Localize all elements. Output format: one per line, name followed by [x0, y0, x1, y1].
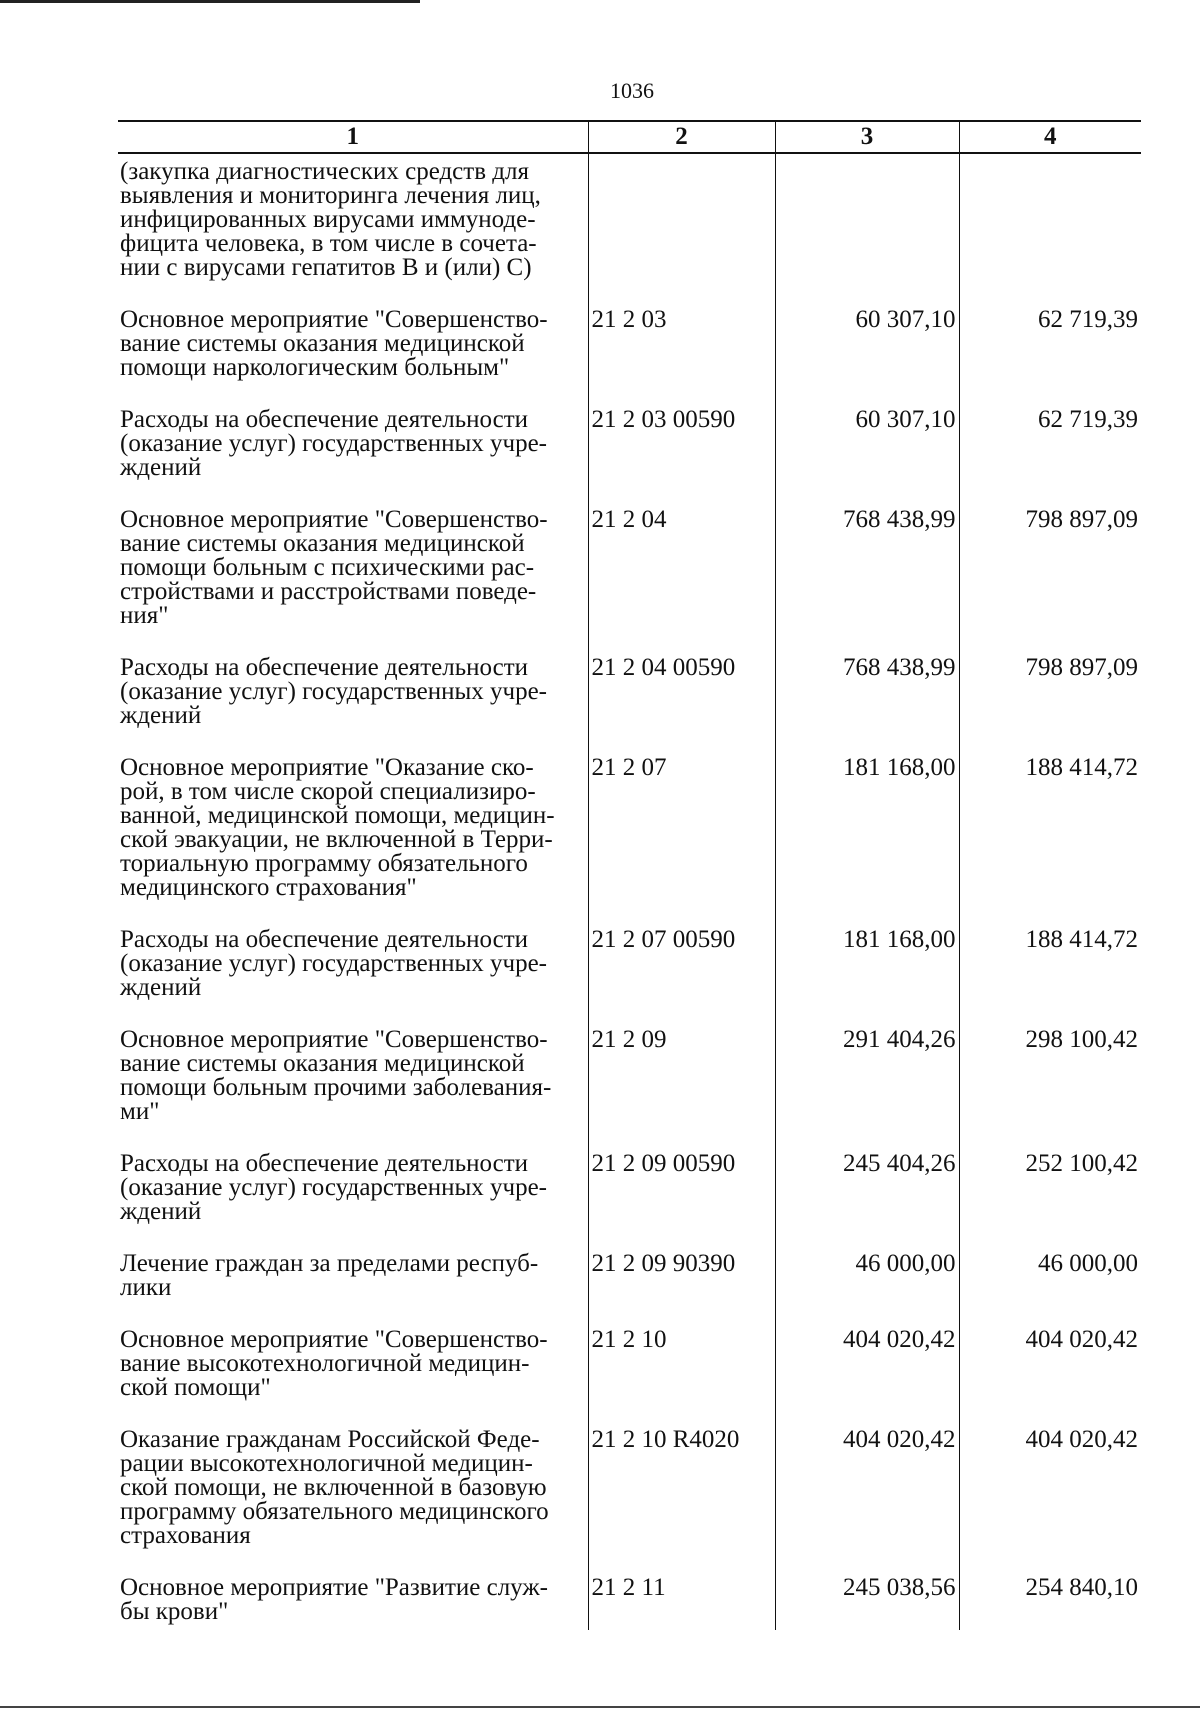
table-row — [118, 308, 1141, 408]
row-name-line: ми" — [120, 1098, 160, 1125]
row-name-line: бы крови" — [120, 1598, 229, 1625]
row-value-col3: 291 404,26 — [775, 1028, 959, 1152]
table-row — [118, 508, 1141, 656]
row-code-cell: 21 2 10 R4020 — [588, 1428, 775, 1576]
row-name-line: ской эвакуации, не включенной в Терри- — [120, 826, 553, 853]
row-value-col4: 188 414,72 — [959, 756, 1141, 928]
row-name-cell — [118, 1576, 588, 1630]
row-code-cell: 21 2 03 — [588, 308, 775, 408]
row-code-cell: 21 2 09 00590 — [588, 1152, 775, 1252]
row-value-col3: 60 307,10 — [775, 308, 959, 408]
table-row — [118, 1576, 1141, 1630]
row-name-line: ждений — [120, 454, 202, 481]
header-col-1: 1 — [118, 121, 588, 153]
header-col-3: 3 — [775, 121, 959, 153]
row-name-line: страхования — [120, 1522, 251, 1549]
row-value-col3: 245 038,56 — [775, 1576, 959, 1630]
budget-table — [118, 120, 1141, 1630]
row-name-line: Основное мероприятие "Совершенство- — [120, 1326, 548, 1353]
row-code-cell: 21 2 09 — [588, 1028, 775, 1152]
row-name-line: ждений — [120, 1198, 202, 1225]
row-name-line: помощи больным с психическими рас- — [120, 554, 535, 581]
table-row — [118, 408, 1141, 508]
row-name-line: Основное мероприятие "Совершенство- — [120, 306, 548, 333]
row-name-cell — [118, 1152, 588, 1252]
row-name-line: медицинского страхования" — [120, 874, 417, 901]
row-name-line: лики — [120, 1274, 172, 1301]
row-name-line: стройствами и расстройствами поведе- — [120, 578, 537, 605]
row-value-col4: 798 897,09 — [959, 508, 1141, 656]
row-name-line: Основное мероприятие "Оказание ско- — [120, 754, 534, 781]
row-name-cell — [118, 756, 588, 928]
table-row — [118, 153, 1141, 308]
row-value-col3: 46 000,00 — [775, 1252, 959, 1328]
row-name-line: ждений — [120, 974, 202, 1001]
row-name-line: Расходы на обеспечение деятельности — [120, 654, 529, 681]
bottom-rule — [0, 1706, 1200, 1708]
row-name-cell — [118, 308, 588, 408]
table-row — [118, 1152, 1141, 1252]
table-row — [118, 928, 1141, 1028]
row-name-line: нии с вирусами гепатитов В и (или) С) — [120, 254, 532, 281]
row-name-line: (закупка диагностических средств для — [120, 158, 529, 185]
row-value-col4: 62 719,39 — [959, 408, 1141, 508]
row-name-cell — [118, 408, 588, 508]
row-name-line: Основное мероприятие "Развитие служ- — [120, 1574, 548, 1601]
row-value-col4: 298 100,42 — [959, 1028, 1141, 1152]
row-value-col3: 245 404,26 — [775, 1152, 959, 1252]
table-header — [118, 121, 1141, 153]
row-value-col3: 404 020,42 — [775, 1428, 959, 1576]
table-row — [118, 1028, 1141, 1152]
row-code-cell: 21 2 04 00590 — [588, 656, 775, 756]
row-name-line: рой, в том числе скорой специализиро- — [120, 778, 536, 805]
row-name-cell — [118, 928, 588, 1028]
row-code-cell: 21 2 04 — [588, 508, 775, 656]
table-row — [118, 1428, 1141, 1576]
table-row — [118, 756, 1141, 928]
row-value-col4: 62 719,39 — [959, 308, 1141, 408]
row-name-line: Расходы на обеспечение деятельности — [120, 406, 529, 433]
row-name-line: ждений — [120, 702, 202, 729]
row-code-cell: 21 2 11 — [588, 1576, 775, 1630]
row-name-line: Оказание гражданам Российской Феде- — [120, 1426, 540, 1453]
row-name-line: Расходы на обеспечение деятельности — [120, 1150, 529, 1177]
page-number: 1036 — [610, 78, 654, 103]
header-col-2: 2 — [588, 121, 775, 153]
row-value-col3: 60 307,10 — [775, 408, 959, 508]
row-name-cell — [118, 1252, 588, 1328]
row-value-col3: 181 168,00 — [775, 928, 959, 1028]
row-name-cell — [118, 1028, 588, 1152]
row-value-col3: 404 020,42 — [775, 1328, 959, 1428]
header-col-4: 4 — [959, 121, 1141, 153]
row-value-col4: 404 020,42 — [959, 1428, 1141, 1576]
row-name-line: инфицированных вирусами иммуноде- — [120, 206, 536, 233]
row-name-line: ния" — [120, 602, 169, 629]
row-name-cell — [118, 508, 588, 656]
row-name-line: вание высокотехнологичной медицин- — [120, 1350, 530, 1377]
row-name-line: помощи наркологическим больным" — [120, 354, 510, 381]
row-name-line: ванной, медицинской помощи, медицин- — [120, 802, 555, 829]
row-name-line: Основное мероприятие "Совершенство- — [120, 506, 548, 533]
row-name-cell — [118, 1428, 588, 1576]
table-row — [118, 656, 1141, 756]
row-code-cell: 21 2 03 00590 — [588, 408, 775, 508]
row-value-col4: 254 840,10 — [959, 1576, 1141, 1630]
row-name-line: вание системы оказания медицинской — [120, 530, 525, 557]
row-name-line: Основное мероприятие "Совершенство- — [120, 1026, 548, 1053]
row-code-cell: 21 2 10 — [588, 1328, 775, 1428]
row-name-line: Расходы на обеспечение деятельности — [120, 926, 529, 953]
row-value-col4: 404 020,42 — [959, 1328, 1141, 1428]
row-name-line: (оказание услуг) государственных учре- — [120, 430, 548, 457]
row-name-line: ториальную программу обязательного — [120, 850, 528, 877]
row-value-col3: 181 168,00 — [775, 756, 959, 928]
row-value-col4: 188 414,72 — [959, 928, 1141, 1028]
row-name-line: фицита человека, в том числе в сочета- — [120, 230, 537, 257]
row-value-col4: 798 897,09 — [959, 656, 1141, 756]
row-name-line: вание системы оказания медицинской — [120, 1050, 525, 1077]
row-name-line: (оказание услуг) государственных учре- — [120, 1174, 548, 1201]
header-row — [118, 121, 1141, 153]
row-name-cell — [118, 1328, 588, 1428]
table-body — [118, 153, 1141, 1630]
row-name-line: выявления и мониторинга лечения лиц, — [120, 182, 541, 209]
row-name-line: (оказание услуг) государственных учре- — [120, 950, 548, 977]
row-value-col3: 768 438,99 — [775, 656, 959, 756]
row-name-line: ской помощи, не включенной в базовую — [120, 1474, 547, 1501]
row-value-col4: 252 100,42 — [959, 1152, 1141, 1252]
row-code-cell: 21 2 07 — [588, 756, 775, 928]
table-row — [118, 1252, 1141, 1328]
row-value-col4 — [959, 153, 1141, 308]
row-code-cell: 21 2 09 90390 — [588, 1252, 775, 1328]
table-row — [118, 1328, 1141, 1428]
row-name-line: рации высокотехнологичной медицин- — [120, 1450, 533, 1477]
row-name-line: Лечение граждан за пределами респуб- — [120, 1250, 539, 1277]
row-name-line: (оказание услуг) государственных учре- — [120, 678, 548, 705]
row-name-line: программу обязательного медицинского — [120, 1498, 549, 1525]
row-name-cell — [118, 153, 588, 308]
row-value-col3: 768 438,99 — [775, 508, 959, 656]
row-name-line: ской помощи" — [120, 1374, 271, 1401]
top-rule — [0, 0, 420, 3]
row-value-col4: 46 000,00 — [959, 1252, 1141, 1328]
row-name-line: вание системы оказания медицинской — [120, 330, 525, 357]
row-name-line: помощи больным прочими заболевания- — [120, 1074, 552, 1101]
row-code-cell: 21 2 07 00590 — [588, 928, 775, 1028]
row-code-cell — [588, 153, 775, 308]
row-value-col3 — [775, 153, 959, 308]
row-name-cell — [118, 656, 588, 756]
